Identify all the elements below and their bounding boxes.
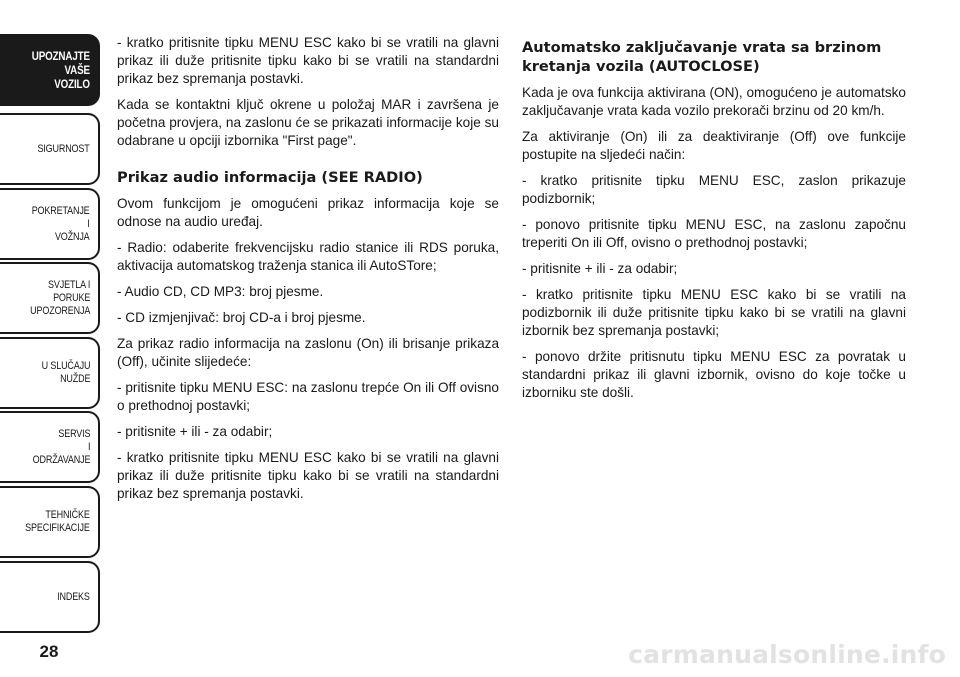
watermark: carmanualsonline.info <box>628 640 946 669</box>
tab-sigurnost[interactable] <box>0 113 100 185</box>
paragraph: - ponovo držite pritisnutu tipku MENU ESC za povratak u standardni prikaz ili glavni izbornik, ovisno do koje točke u izborniku ste došli. <box>522 349 906 400</box>
tab-label: SERVIS I ODRŽAVANJE <box>32 427 90 466</box>
tab-label: SIGURNOST <box>37 142 90 155</box>
paragraph: - Radio: odaberite frekvencijsku radio stanice ili RDS poruka, aktivacija automatskog traženja stanica ili AutoSTore; <box>117 240 499 273</box>
tab-pokretanje-i-voznja[interactable] <box>0 188 100 260</box>
paragraph: Za aktiviranje (On) ili za deaktiviranje (Off) ove funkcije postupite na sljedeći način: <box>522 129 906 162</box>
right-column <box>522 34 906 410</box>
page-number: 28 <box>39 642 59 661</box>
paragraph: - kratko pritisnite tipku MENU ESC kako bi se vratili na glavni prikaz ili duže pritisnite tipku kako bi se vratili na standardni prikaz bez spremanja postavki. <box>117 35 499 86</box>
tab-label: UPOZNAJTE VAŠE VOZILO <box>31 49 90 91</box>
paragraph: - ponovo pritisnite tipku MENU ESC, na zaslonu započnu treperiti On ili Off, ovisno o prethodnoj postavki; <box>522 217 906 250</box>
section-heading-see-radio: Prikaz audio informacija (SEE RADIO) <box>117 169 423 186</box>
tab-u-slucaju-nuzde[interactable] <box>0 337 100 409</box>
tab-servis-i-odrzavanje[interactable] <box>0 411 100 483</box>
paragraph: - kratko pritisnite tipku MENU ESC kako bi se vratili na glavni prikaz ili duže pritisnite tipku kako bi se vratili na standardni prikaz bez spremanja postavki. <box>117 450 499 501</box>
paragraph: - pritisnite tipku MENU ESC: na zaslonu trepće On ili Off ovisno o prethodnoj postavki; <box>117 380 499 413</box>
chapter-sidebar <box>0 0 104 677</box>
paragraph: - pritisnite + ili - za odabir; <box>522 261 678 276</box>
tab-indeks[interactable] <box>0 561 100 633</box>
paragraph: - Audio CD, CD MP3: broj pjesme. <box>117 284 324 299</box>
tab-label: INDEKS <box>57 590 90 603</box>
section-heading-autoclose: Automatsko zaključavanje vrata sa brzinom kretanja vozila (AUTOCLOSE) <box>522 39 882 75</box>
tab-label: U SLUČAJU NUŽDE <box>41 360 90 385</box>
tab-label: SVJETLA I PORUKE UPOZORENJA <box>29 278 90 317</box>
tab-svjetla-i-poruke-upozorenja[interactable] <box>0 262 100 334</box>
tab-upoznajte-vase-vozilo[interactable] <box>0 34 100 106</box>
tab-label: POKRETANJE I VOŽNJA <box>32 204 90 243</box>
paragraph: Kada se kontaktni ključ okrene u položaj MAR i završena je početna provjera, na zaslonu će se prikazati informacije koje su odabrane u opciji izbornika "First page". <box>117 97 499 148</box>
paragraph: - kratko pritisnite tipku MENU ESC kako bi se vratili na podizbornik ili duže pritisnite tipku kako bi se vratili na glavni izbornik bez spremanja postavki; <box>522 287 906 338</box>
paragraph: Kada je ova funkcija aktivirana (ON), omogućeno je automatsko zaključavanje vrata kada vozilo prekorači brzinu od 20 km/h. <box>522 85 906 118</box>
tab-tehnicke-specifikacije[interactable] <box>0 486 100 558</box>
paragraph: - kratko pritisnite tipku MENU ESC, zaslon prikazuje podizbornik; <box>522 173 906 206</box>
paragraph: - CD izmjenjivač: broj CD-a i broj pjesme. <box>117 310 366 325</box>
paragraph: - pritisnite + ili - za odabir; <box>117 424 273 439</box>
paragraph: Ovom funkcijom je omogućeni prikaz informacija koje se odnose na audio uređaj. <box>117 196 499 229</box>
paragraph: Za prikaz radio informacija na zaslonu (On) ili brisanje prikaza (Off), učinite slijedeće: <box>117 336 499 369</box>
tab-label: TEHNIČKE SPECIFIKACIJE <box>25 509 90 534</box>
left-column <box>117 34 499 511</box>
